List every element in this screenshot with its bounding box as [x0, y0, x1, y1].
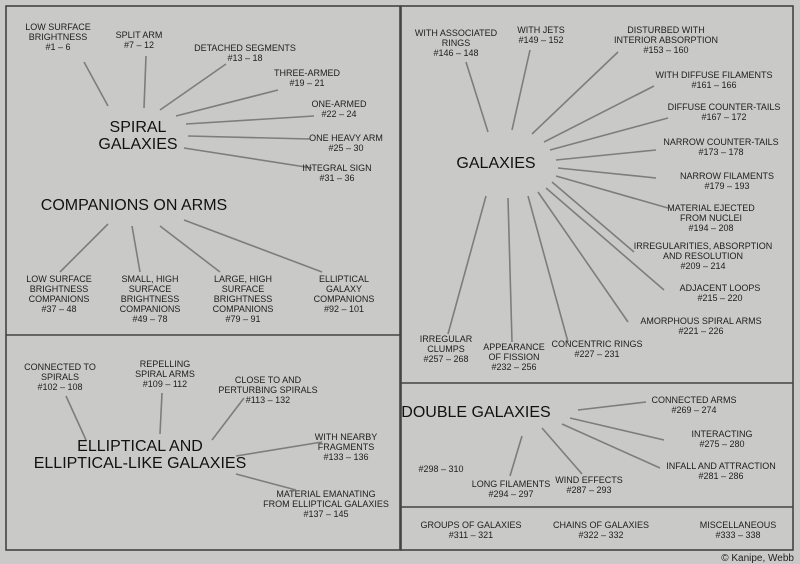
companion-node-3-line: SURFACE	[221, 284, 265, 294]
bottom-node-3	[700, 520, 777, 540]
galaxy-spoke-5	[550, 118, 668, 150]
elliptical-node-3-line: #113 – 132	[245, 395, 291, 405]
companion-node-1-line: BRIGHTNESS	[29, 284, 89, 294]
double-spoke-4	[542, 428, 582, 474]
spiral-node-5-line: #22 – 24	[321, 109, 357, 119]
spoke-lines	[60, 50, 668, 490]
elliptical-node-4-line: FRAGMENTS	[317, 442, 375, 452]
galaxy-node-7	[680, 171, 774, 191]
galaxy-node-11-line: AMORPHOUS SPIRAL ARMS	[640, 316, 762, 326]
companion-node-1-line: COMPANIONS	[28, 294, 90, 304]
elliptical-node-1-line: CONNECTED TO	[24, 362, 96, 372]
galaxy-node-10-line: ADJACENT LOOPS	[679, 283, 761, 293]
elliptical-node-1-line: SPIRALS	[40, 372, 80, 382]
galaxy-node-8-line: FROM NUCLEI	[679, 213, 743, 223]
spiral-node-6-line: #25 – 30	[328, 143, 364, 153]
galaxy-node-10	[680, 283, 761, 303]
galaxy-node-13-line: APPEARANCE	[483, 342, 545, 352]
bottom-node-1	[420, 520, 521, 540]
galaxy-node-6-line: NARROW COUNTER-TAILS	[663, 137, 779, 147]
hub-spiral	[98, 119, 177, 153]
hub-elliptical-line: ELLIPTICAL-LIKE GALAXIES	[33, 455, 247, 472]
bottom-node-3-line: MISCELLANEOUS	[699, 520, 777, 530]
double-node-2-line: INTERACTING	[691, 429, 753, 439]
galaxy-node-1-line: WITH ASSOCIATED	[414, 28, 498, 38]
galaxy-node-11-line: #221 – 226	[678, 326, 724, 336]
companion-node-3	[213, 274, 274, 324]
spiral-spoke-6	[188, 136, 310, 139]
galaxy-spoke-8	[556, 176, 668, 208]
spiral-node-3-line: DETACHED SEGMENTS	[194, 43, 296, 53]
double-node-4-line: #287 – 293	[566, 485, 612, 495]
double-node-3-line: INFALL AND ATTRACTION	[666, 461, 776, 471]
companion-node-4	[314, 274, 375, 314]
spiral-spoke-5	[186, 116, 314, 124]
elliptical-node-1-line: #102 – 108	[37, 382, 83, 392]
galaxy-node-5-line: DIFFUSE COUNTER-TAILS	[667, 102, 781, 112]
galaxy-spoke-6	[556, 150, 656, 160]
galaxy-node-3-line: #153 – 160	[643, 45, 689, 55]
spiral-node-2	[116, 30, 163, 50]
double-node-1-line: CONNECTED ARMS	[651, 395, 737, 405]
companion-node-3-line: LARGE, HIGH	[213, 274, 273, 284]
spiral-node-5-line: ONE-ARMED	[311, 99, 367, 109]
companion-node-3-line: #79 – 91	[225, 314, 261, 324]
galaxy-node-1-line: RINGS	[441, 38, 471, 48]
elliptical-node-3-line: PERTURBING SPIRALS	[218, 385, 318, 395]
elliptical-node-5-line: MATERIAL EMANATING	[276, 489, 376, 499]
companion-node-2-line: SMALL, HIGH	[121, 274, 179, 284]
hub-labels	[34, 119, 551, 472]
companion-spoke-4	[184, 220, 322, 272]
spiral-spoke-1	[84, 62, 108, 106]
double-spoke-5	[510, 436, 522, 476]
companion-spoke-1	[60, 224, 108, 272]
bottom-node-1-line: #311 – 321	[448, 530, 494, 540]
galaxy-spoke-11	[538, 192, 628, 322]
spiral-node-1	[25, 22, 91, 52]
spiral-node-5	[311, 99, 367, 119]
companion-node-1-line: LOW SURFACE	[26, 274, 92, 284]
galaxy-node-12-line: #227 – 231	[574, 349, 620, 359]
companion-node-1	[26, 274, 92, 314]
hub-galaxies	[456, 155, 535, 172]
spiral-node-4-line: THREE-ARMED	[273, 68, 341, 78]
double-node-5-line: #294 – 297	[488, 489, 534, 499]
galaxy-spoke-3	[532, 52, 618, 134]
elliptical-spoke-4	[236, 442, 322, 456]
spiral-node-4-line: #19 – 21	[289, 78, 325, 88]
galaxy-node-13-line: OF FISSION	[488, 352, 540, 362]
companion-node-4-line: #92 – 101	[323, 304, 365, 314]
galaxy-node-1-line: #146 – 148	[433, 48, 479, 58]
hub-companions	[41, 197, 227, 214]
double-spoke-2	[570, 418, 664, 440]
elliptical-node-4-line: #133 – 136	[323, 452, 369, 462]
spiral-node-6-line: ONE HEAVY ARM	[309, 133, 383, 143]
elliptical-node-4	[315, 432, 378, 462]
hub-galaxies-line: GALAXIES	[456, 155, 536, 172]
elliptical-node-5-line: FROM ELLIPTICAL GALAXIES	[263, 499, 389, 509]
elliptical-node-1	[24, 362, 96, 392]
companion-node-2-line: SURFACE	[128, 284, 172, 294]
hub-spiral-line: SPIRAL	[109, 119, 167, 136]
spiral-node-3	[194, 43, 296, 63]
galaxy-spoke-14	[448, 196, 486, 334]
elliptical-node-5-line: #137 – 145	[303, 509, 349, 519]
galaxy-node-9-line: #209 – 214	[680, 261, 726, 271]
companion-node-1-line: #37 – 48	[41, 304, 77, 314]
galaxy-node-14-line: IRREGULAR	[419, 334, 473, 344]
galaxy-node-2-line: WITH JETS	[517, 25, 565, 35]
spiral-spoke-3	[160, 64, 226, 110]
elliptical-node-2-line: #109 – 112	[142, 379, 188, 389]
spiral-node-4	[274, 68, 341, 88]
hub-double-line: DOUBLE GALAXIES	[401, 404, 551, 421]
double-node-4	[555, 475, 623, 495]
companion-spoke-2	[132, 226, 140, 272]
spiral-spoke-2	[144, 56, 146, 108]
elliptical-spoke-1	[66, 396, 86, 440]
double-node-5-line: LONG FILAMENTS	[471, 479, 551, 489]
galaxy-spoke-10	[546, 188, 664, 290]
galaxy-node-4	[656, 70, 773, 90]
galaxy-node-5-line: #167 – 172	[701, 112, 747, 122]
galaxy-node-14-line: #257 – 268	[423, 354, 469, 364]
companion-node-4-line: GALAXY	[325, 284, 363, 294]
galaxy-node-5	[668, 102, 781, 122]
companion-node-2-line: #49 – 78	[132, 314, 168, 324]
galaxy-node-3-line: INTERIOR ABSORPTION	[613, 35, 719, 45]
galaxy-node-9-line: IRREGULARITIES, ABSORPTION	[633, 241, 773, 251]
double-node-4-line: WIND EFFECTS	[555, 475, 623, 485]
galaxy-spoke-4	[544, 86, 654, 142]
galaxy-node-7-line: #179 – 193	[704, 181, 750, 191]
galaxy-node-7-line: NARROW FILAMENTS	[679, 171, 775, 181]
spiral-node-2-line: SPLIT ARM	[115, 30, 163, 40]
galaxy-node-13	[483, 342, 545, 372]
bottom-node-2-line: CHAINS OF GALAXIES	[552, 520, 650, 530]
companion-node-2-line: COMPANIONS	[119, 304, 181, 314]
credit-text: © Kanipe, Webb	[721, 553, 794, 564]
bottom-node-2-line: #322 – 332	[578, 530, 624, 540]
elliptical-node-2-line: REPELLING	[139, 359, 191, 369]
galaxy-node-8-line: #194 – 208	[688, 223, 734, 233]
galaxy-node-10-line: #215 – 220	[697, 293, 743, 303]
elliptical-spoke-3	[212, 398, 244, 440]
galaxy-node-14	[420, 334, 473, 364]
hub-elliptical-line: ELLIPTICAL AND	[77, 438, 203, 455]
galaxy-node-3-line: DISTURBED WITH	[627, 25, 705, 35]
galaxy-spoke-2	[512, 50, 530, 130]
companion-node-4-line: COMPANIONS	[313, 294, 375, 304]
double-node-3-line: #281 – 286	[698, 471, 744, 481]
galaxy-spoke-7	[558, 168, 656, 178]
double-node-3	[666, 461, 776, 481]
elliptical-spoke-2	[160, 393, 162, 434]
bottom-node-1-line: GROUPS OF GALAXIES	[420, 520, 522, 530]
spiral-node-7-line: INTEGRAL SIGN	[302, 163, 372, 173]
companion-node-3-line: BRIGHTNESS	[213, 294, 273, 304]
double-spoke-1	[578, 402, 646, 410]
hub-double	[401, 404, 550, 421]
galaxy-node-6	[663, 137, 778, 157]
companion-node-4-line: ELLIPTICAL	[318, 274, 370, 284]
galaxy-spoke-1	[466, 62, 488, 132]
galaxy-node-6-line: #173 – 178	[698, 147, 744, 157]
spiral-node-2-line: #7 – 12	[123, 40, 155, 50]
companion-node-2-line: BRIGHTNESS	[120, 294, 180, 304]
galaxy-node-8	[667, 203, 755, 233]
galaxy-node-1	[415, 28, 498, 58]
galaxy-node-9-line: AND RESOLUTION	[662, 251, 744, 261]
double-node-1-line: #269 – 274	[671, 405, 717, 415]
galaxy-node-8-line: MATERIAL EJECTED	[667, 203, 755, 213]
galaxy-node-4-line: WITH DIFFUSE FILAMENTS	[655, 70, 773, 80]
elliptical-node-3	[218, 375, 317, 405]
double-node-1	[651, 395, 736, 415]
bottom-node-3-line: #333 – 338	[715, 530, 761, 540]
galaxy-node-14-line: CLUMPS	[427, 344, 465, 354]
elliptical-node-5	[263, 489, 389, 519]
elliptical-node-4-line: WITH NEARBY	[314, 432, 378, 442]
elliptical-node-2-line: SPIRAL ARMS	[135, 369, 195, 379]
hub-companions-line: COMPANIONS ON ARMS	[40, 197, 228, 214]
companion-node-2	[120, 274, 181, 324]
double-node-2	[691, 429, 752, 449]
bottom-node-2	[553, 520, 649, 540]
galaxy-node-2-line: #149 – 152	[518, 35, 564, 45]
galaxy-spoke-9	[552, 182, 634, 252]
galaxy-node-4-line: #161 – 166	[691, 80, 737, 90]
spiral-node-7-line: #31 – 36	[319, 173, 355, 183]
spiral-node-1-line: BRIGHTNESS	[28, 32, 88, 42]
galaxy-node-2	[517, 25, 565, 45]
galaxy-node-13-line: #232 – 256	[491, 362, 537, 372]
spiral-spoke-4	[176, 90, 278, 116]
galaxy-spoke-13	[508, 198, 512, 342]
spiral-node-3-line: #13 – 18	[227, 53, 263, 63]
galaxy-node-12-line: CONCENTRIC RINGS	[551, 339, 643, 349]
spiral-node-1-line: #1 – 6	[45, 42, 71, 52]
elliptical-spoke-5	[236, 474, 296, 490]
double-node-2-line: #275 – 280	[699, 439, 745, 449]
double-node-5	[472, 479, 551, 499]
hub-elliptical	[34, 438, 247, 472]
spiral-spoke-7	[184, 148, 312, 168]
companion-node-3-line: COMPANIONS	[212, 304, 274, 314]
spiral-node-1-line: LOW SURFACE	[25, 22, 91, 32]
hub-spiral-line: GALAXIES	[98, 136, 178, 153]
galaxy-node-11	[640, 316, 761, 336]
elliptical-node-2	[135, 359, 195, 389]
spiral-node-6	[309, 133, 383, 153]
galaxy-node-12	[551, 339, 642, 359]
double-spoke-3	[562, 424, 660, 468]
elliptical-node-3-line: CLOSE TO AND	[234, 375, 302, 385]
galaxy-spoke-12	[528, 196, 568, 342]
galaxy-node-3	[614, 25, 718, 55]
double-node-6	[418, 464, 463, 474]
companion-spoke-3	[160, 226, 220, 272]
double-node-6-line: #298 – 310	[418, 464, 464, 474]
spiral-node-7	[302, 163, 371, 183]
galaxy-node-9	[634, 241, 773, 271]
